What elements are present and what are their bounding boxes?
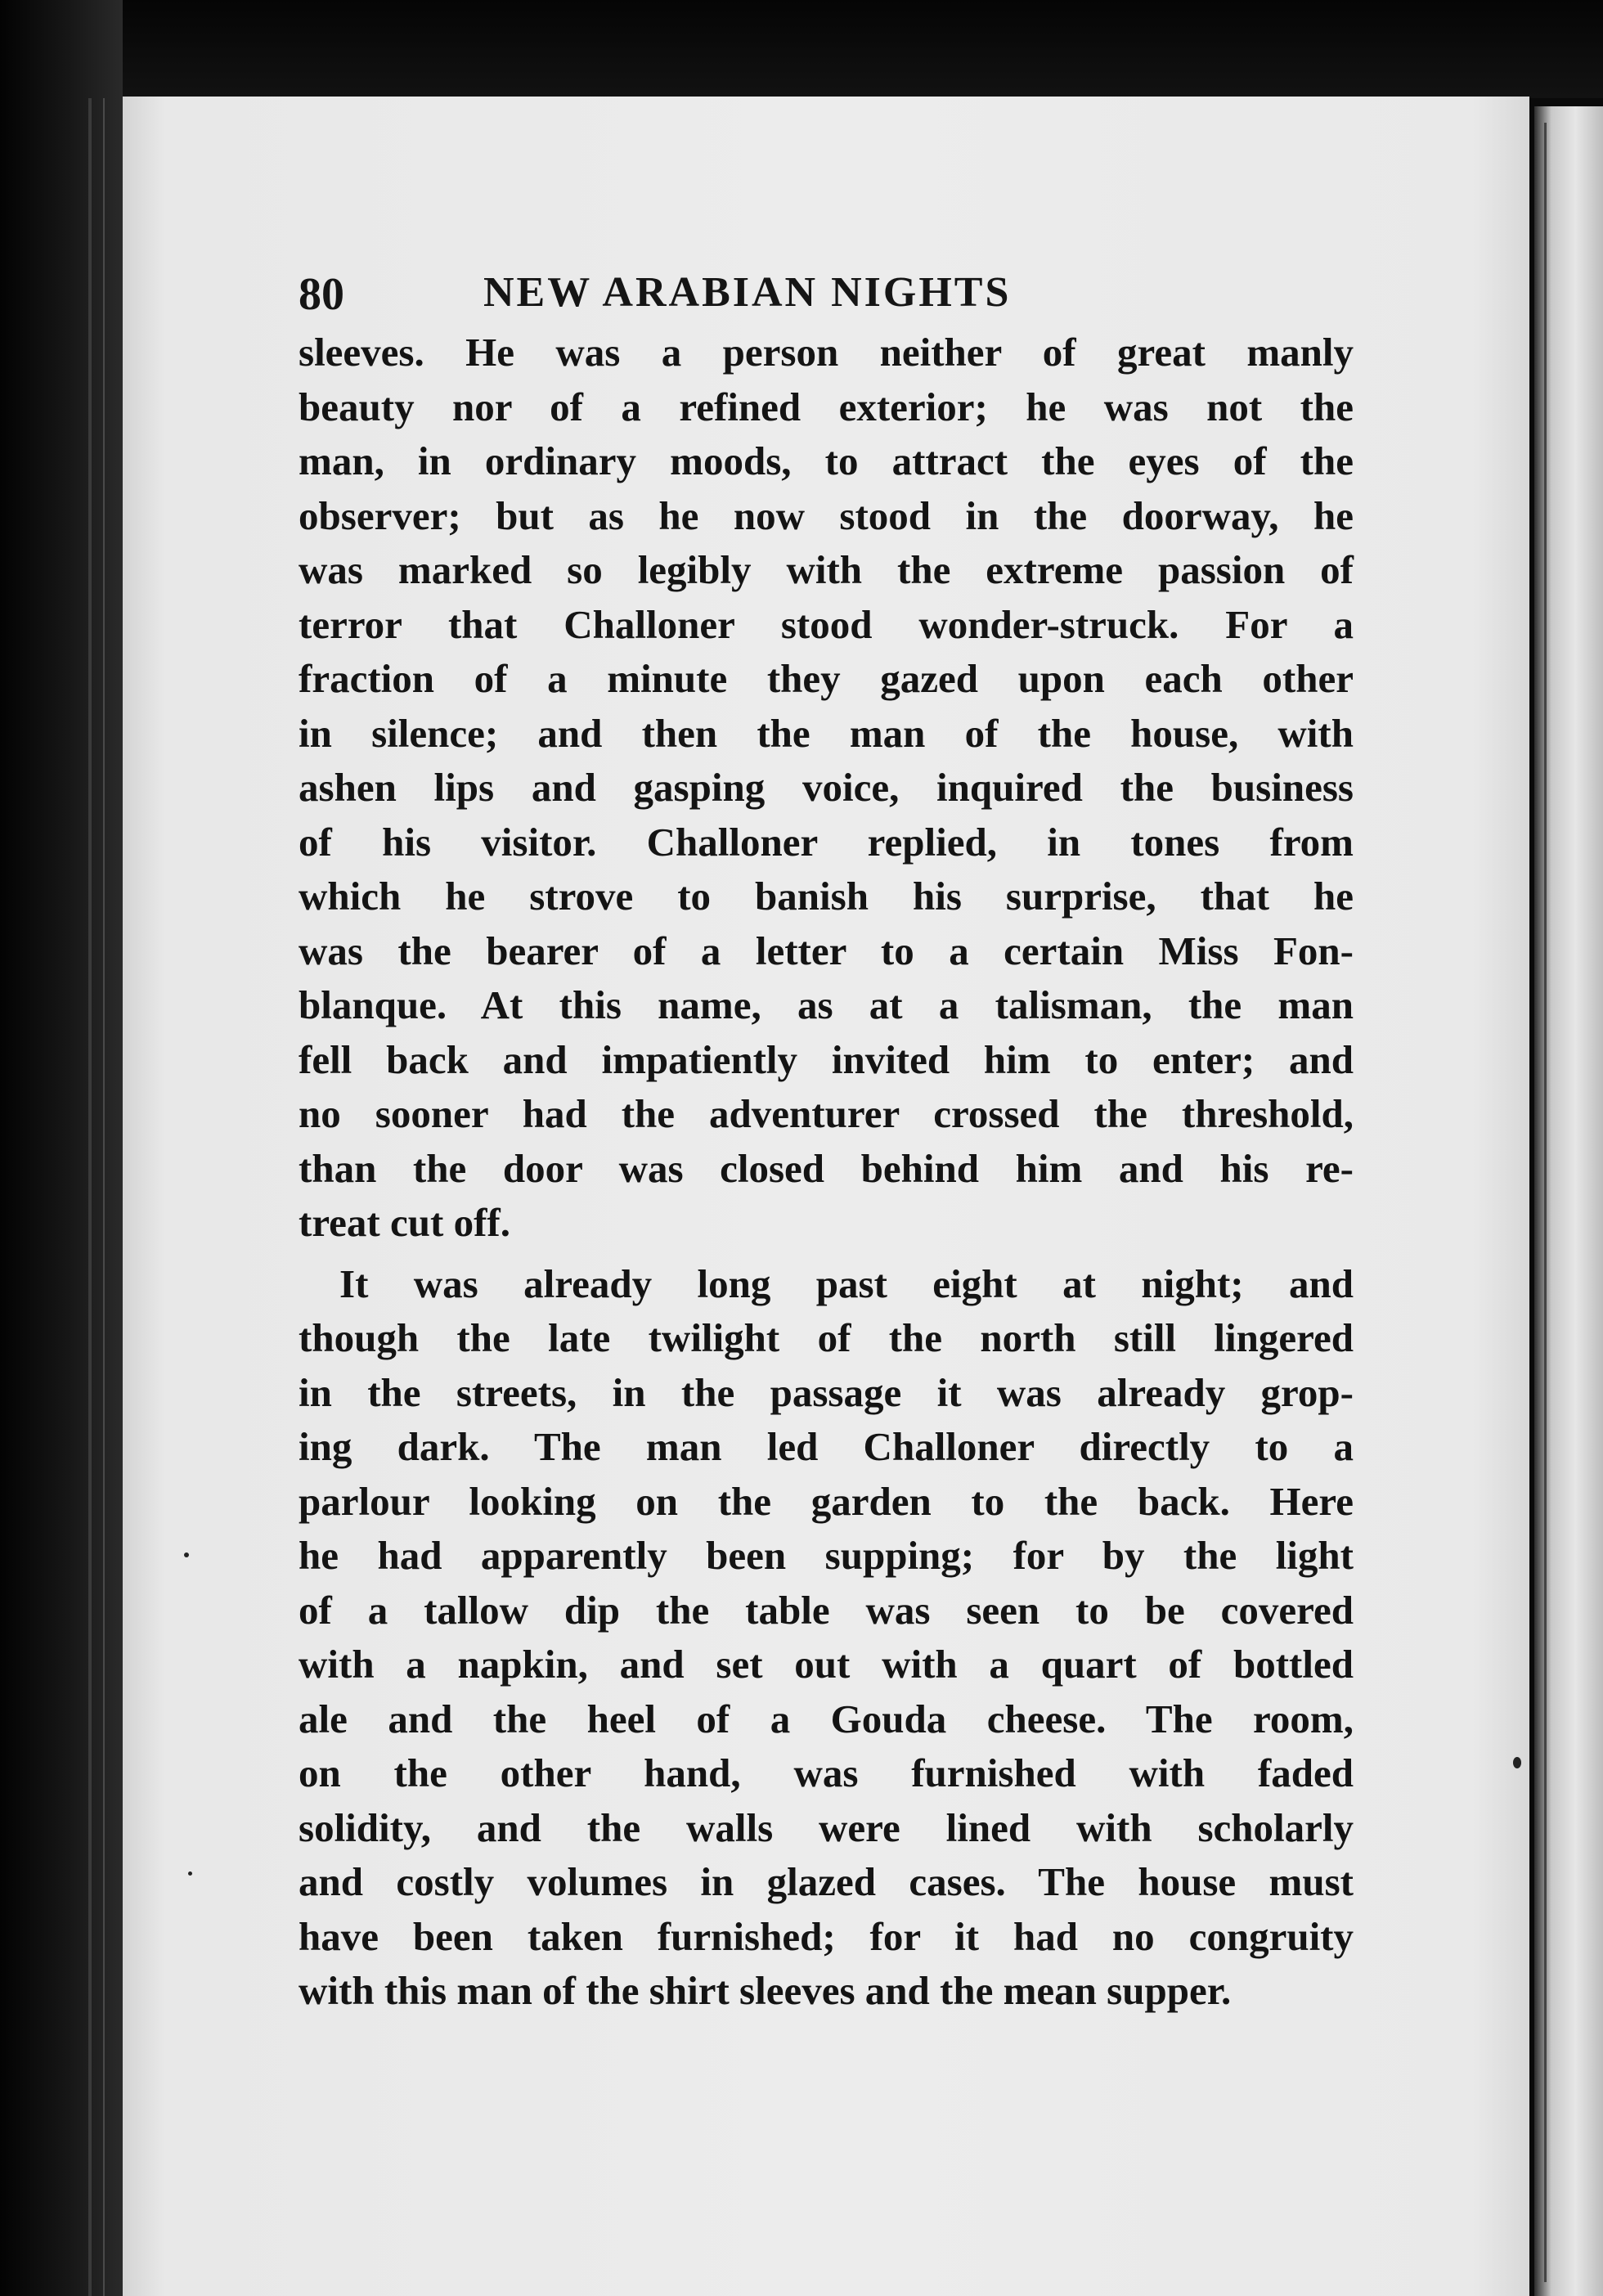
text-line: with this man of the shirt sleeves and the mean supper. bbox=[299, 1968, 1232, 2013]
book-page bbox=[123, 97, 1529, 2296]
text-line: no sooner had the adventurer crossed the threshold, bbox=[299, 1091, 1354, 1136]
text-line: It was already long past eight at night; and bbox=[339, 1260, 1354, 1306]
scan-top-border bbox=[0, 0, 1603, 98]
text-line: in the streets, in the passage it was already grop- bbox=[299, 1369, 1354, 1415]
text-line: on the other hand, was furnished with faded bbox=[299, 1750, 1354, 1795]
text-line: was the bearer of a letter to a certain Miss Fon- bbox=[299, 928, 1354, 973]
binding-edge bbox=[88, 98, 92, 2296]
text-line: which he strove to banish his surprise, that he bbox=[299, 874, 1354, 919]
text-line: treat cut off. bbox=[299, 1200, 510, 1245]
scan-speck bbox=[184, 1552, 189, 1557]
text-line: fell back and impatiently invited him to enter; and bbox=[299, 1036, 1354, 1082]
text-line: have been taken furnished; for it had no congruity bbox=[299, 1913, 1354, 1959]
adjacent-page-edge-line bbox=[1544, 123, 1547, 2282]
text-line: and costly volumes in glazed cases. The house must bbox=[299, 1859, 1354, 1904]
book-title: NEW ARABIAN NIGHTS bbox=[483, 269, 1012, 316]
text-line: observer; but as he now stood in the doorway, he bbox=[299, 492, 1354, 538]
text-line: parlour looking on the garden to the back. Here bbox=[299, 1478, 1354, 1524]
paragraph-gap bbox=[299, 1251, 1488, 1257]
text-line: fraction of a minute they gazed upon each other bbox=[299, 656, 1354, 701]
text-line: of a tallow dip the table was seen to be covered bbox=[299, 1587, 1354, 1633]
text-line: man, in ordinary moods, to attract the eyes of the bbox=[299, 438, 1354, 483]
text-line: in silence; and then the man of the house, with bbox=[299, 710, 1354, 756]
page-content bbox=[299, 260, 1488, 2019]
running-head bbox=[299, 260, 1488, 326]
paragraph-1 bbox=[299, 326, 1488, 1251]
text-line: he had apparently been supping; for by the light bbox=[299, 1533, 1354, 1578]
body-text bbox=[299, 326, 1488, 2019]
text-line: blanque. At this name, as at a talisman, the man bbox=[299, 982, 1354, 1027]
scan-speck bbox=[1513, 1757, 1521, 1768]
text-line: sleeves. He was a person neither of great manly bbox=[299, 330, 1354, 375]
text-line: than the door was closed behind him and his re- bbox=[299, 1145, 1354, 1191]
page-number: 80 bbox=[299, 269, 344, 320]
text-line: terror that Challoner stood wonder-struck. For a bbox=[299, 601, 1354, 647]
text-line: ashen lips and gasping voice, inquired the business bbox=[299, 765, 1354, 810]
text-line: beauty nor of a refined exterior; he was not the bbox=[299, 384, 1354, 429]
text-line: solidity, and the walls were lined with scholarly bbox=[299, 1804, 1354, 1850]
text-line: ale and the heel of a Gouda cheese. The room, bbox=[299, 1696, 1354, 1741]
text-line: of his visitor. Challoner replied, in tones from bbox=[299, 819, 1354, 865]
text-line: with a napkin, and set out with a quart of bottled bbox=[299, 1642, 1354, 1687]
text-line: ing dark. The man led Challoner directly to a bbox=[299, 1424, 1354, 1469]
paragraph-2 bbox=[299, 1257, 1488, 2019]
binding-edge-inner bbox=[103, 98, 105, 2296]
text-line: was marked so legibly with the extreme passion of bbox=[299, 547, 1354, 592]
scan-speck bbox=[188, 1871, 192, 1876]
text-line: though the late twilight of the north still lingered bbox=[299, 1315, 1354, 1360]
